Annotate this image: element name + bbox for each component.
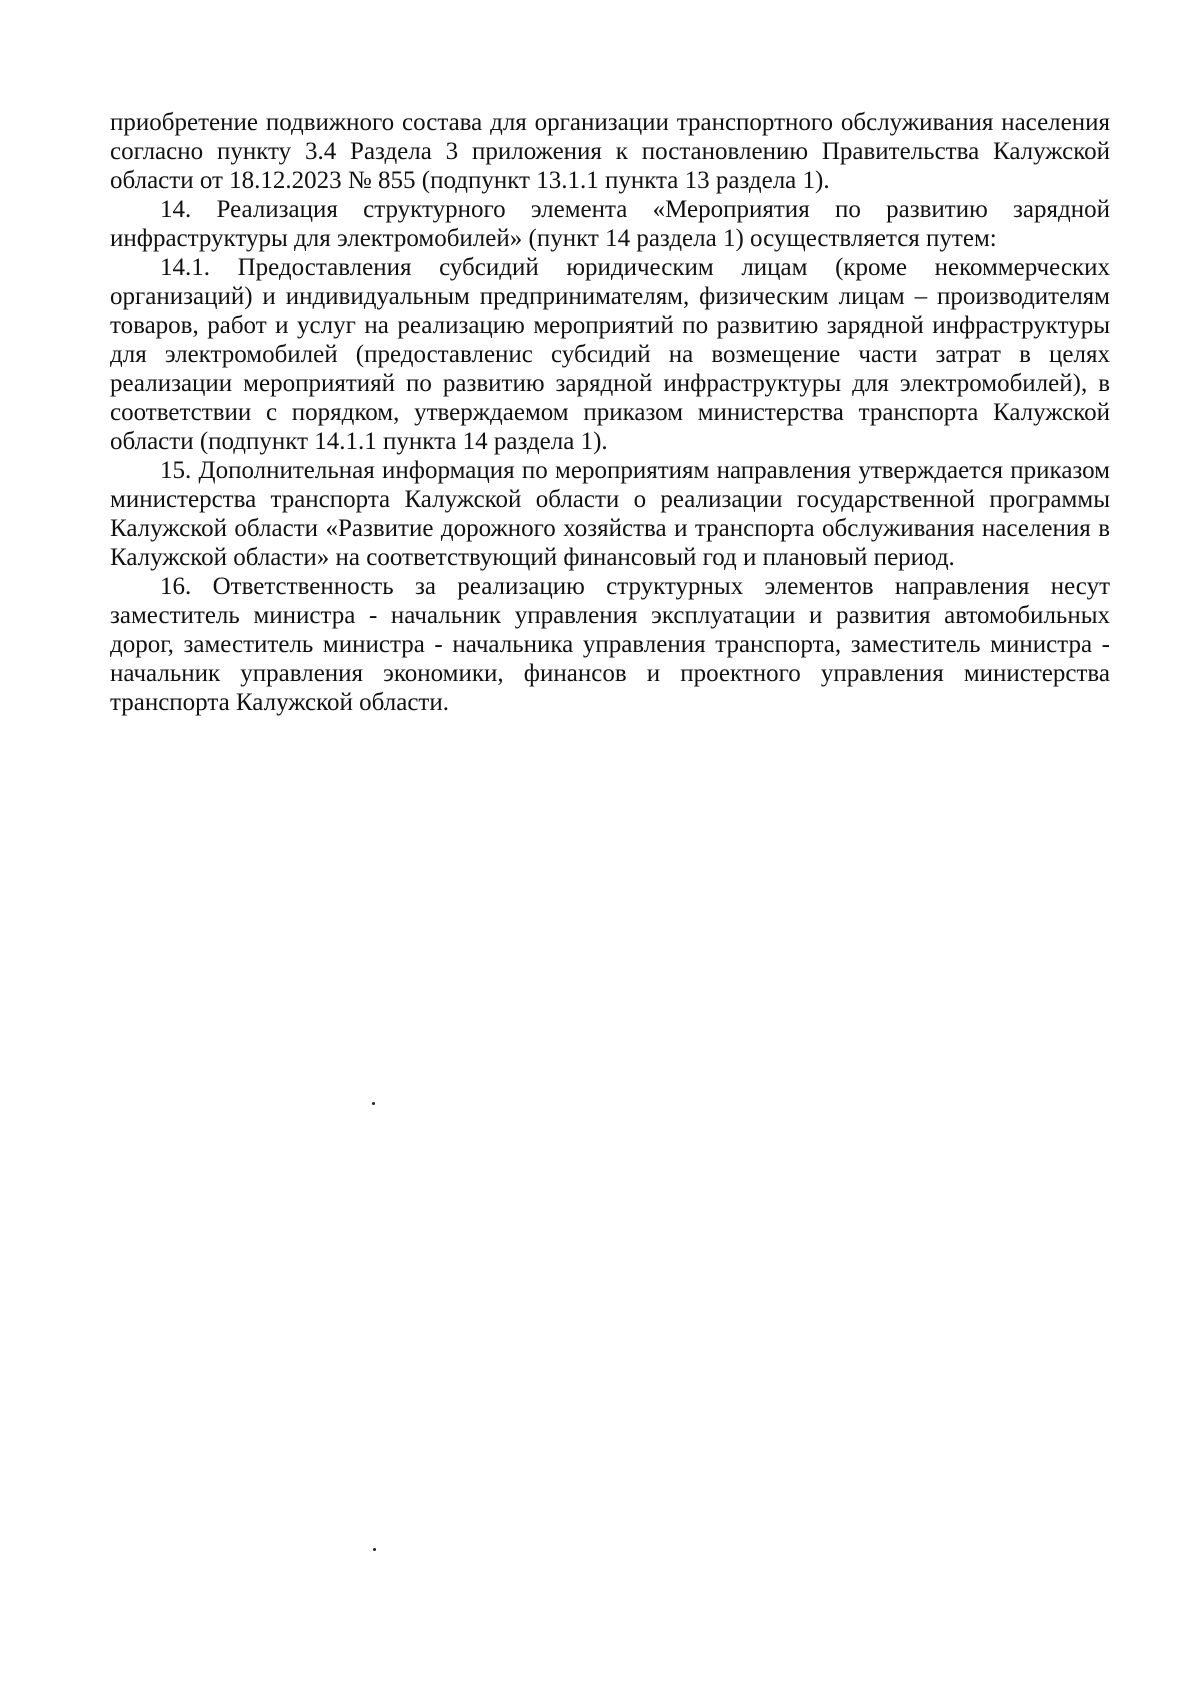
paragraph-16: 16. Ответственность за реализацию структурных элементов направления несут заместитель министра - начальник управления эксплуатации и развития автомобильных дорог, заместитель министра - начальника управления транспорта, заместитель министра - начальник управления экономики, финансов и проектного управления министерства транспорта Калужской области. [110,573,1110,716]
paragraph-14: 14. Реализация структурного элемента «Мероприятия по развитию зарядной инфраструктуры для электромобилей» (пункт 14 раздела 1) осуществляется путем: [110,196,1110,252]
paragraph-14-1: 14.1. Предоставления субсидий юридическим лицам (кроме некоммерческих организаций) и индивидуальным предпринимателям, физическим лицам – производителям товаров, работ и услуг на реализацию мероприятий по развитию зарядной инфраструктуры для электромобилей (предоставленис субсидий на возмещение части затрат в целях реализации мероприятияй по развитию зарядной инфраструктуры для электромобилей), в соответствии с порядком, утверждаемом приказом министерства транспорта Калужской области (подпункт 14.1.1 пункта 14 раздела 1). [110,254,1110,455]
paragraph-15: 15. Дополнительная информация по мероприятиям направления утверждается приказом министерства транспорта Калужской области о реализации государственной программы Калужской области «Развитие дорожного хозяйства и транспорта обслуживания населения в Калужской области» на соответствующий финансовый год и плановый период. [110,457,1110,571]
scan-speck [373,1548,376,1551]
document-body [110,108,1110,717]
paragraph-13-continuation: приобретение подвижного состава для организации транспортного обслуживания населения согласно пункту 3.4 Раздела 3 приложения к постановлению Правительства Калужской области от 18.12.2023 № 855 (подпункт 13.1.1 пункта 13 раздела 1). [110,109,1110,194]
scan-speck [372,1102,375,1105]
